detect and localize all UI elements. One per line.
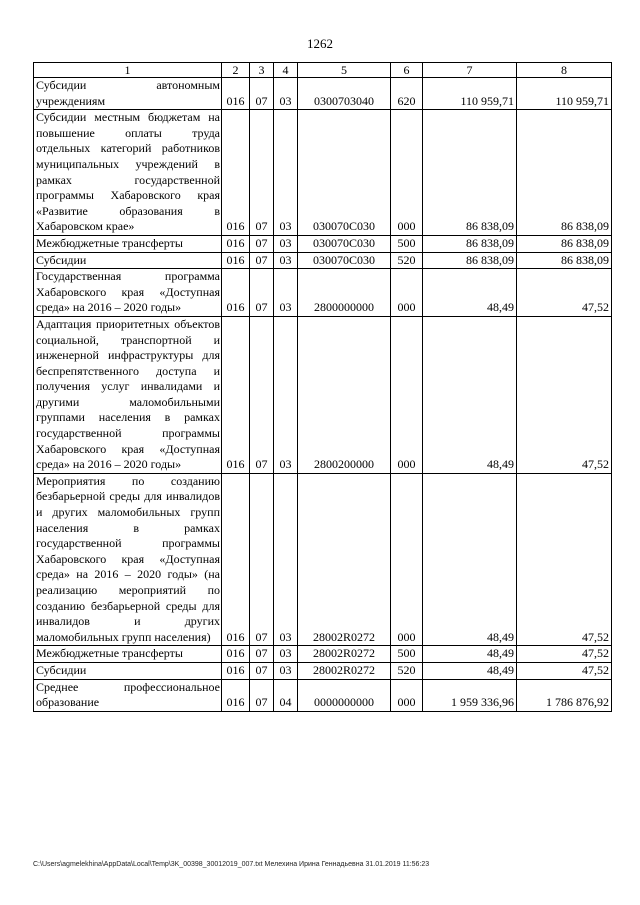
table-row	[34, 78, 612, 110]
subsection-code-cell: 03	[274, 473, 298, 646]
row-name-cell: Субсидии автономным учреждениям	[34, 78, 222, 110]
budget-table	[33, 62, 612, 712]
file-path-footer: C:\Users\agmelekhina\AppData\Local\Temp\3K_00398_30012019_007.txt Мелехина Ирина Геннадьевна 31.01.2019 11:56:23	[33, 861, 430, 868]
target-article-cell: 2800000000	[298, 269, 391, 317]
column-header: 7	[423, 63, 517, 78]
ministry-code-cell: 016	[222, 269, 250, 317]
target-article-cell: 030070С030	[298, 235, 391, 252]
expense-type-cell: 000	[391, 316, 423, 473]
section-code-cell: 07	[250, 679, 274, 711]
section-code-cell: 07	[250, 269, 274, 317]
section-code-cell: 07	[250, 473, 274, 646]
amount-col8-cell: 110 959,71	[517, 78, 612, 110]
row-name-cell: Адаптация приоритетных объектов социальной, транспортной и инженерной инфраструктуры для беспрепятственного доступа и получения услуг инвалидами и другими маломобильными группами населения в рамках государственной программы Хабаровского края «Доступная среда» на 2016 – 2020 годы»	[34, 316, 222, 473]
target-article-cell: 030070С030	[298, 110, 391, 236]
page-number: 1262	[307, 36, 333, 51]
ministry-code-cell: 016	[222, 252, 250, 269]
subsection-code-cell: 03	[274, 110, 298, 236]
column-header: 2	[222, 63, 250, 78]
column-header: 6	[391, 63, 423, 78]
ministry-code-cell: 016	[222, 78, 250, 110]
expense-type-cell: 500	[391, 235, 423, 252]
table-row	[34, 679, 612, 711]
table-row	[34, 252, 612, 269]
amount-col8-cell: 1 786 876,92	[517, 679, 612, 711]
table-header-row	[34, 63, 612, 78]
subsection-code-cell: 03	[274, 316, 298, 473]
target-article-cell: 28002R0272	[298, 473, 391, 646]
amount-col8-cell: 47,52	[517, 662, 612, 679]
amount-col7-cell: 48,49	[423, 662, 517, 679]
row-name-cell: Субсидии	[34, 252, 222, 269]
row-name-cell: Субсидии местным бюджетам на повышение оплаты труда отдельных категорий работников муниципальных учреждений в рамках государственной программы Хабаровского края «Развитие образования в Хабаровском крае»	[34, 110, 222, 236]
column-header: 4	[274, 63, 298, 78]
amount-col7-cell: 1 959 336,96	[423, 679, 517, 711]
ministry-code-cell: 016	[222, 679, 250, 711]
subsection-code-cell: 03	[274, 646, 298, 663]
amount-col7-cell: 48,49	[423, 269, 517, 317]
ministry-code-cell: 016	[222, 646, 250, 663]
column-header: 8	[517, 63, 612, 78]
ministry-code-cell: 016	[222, 110, 250, 236]
table-row	[34, 646, 612, 663]
column-header: 3	[250, 63, 274, 78]
subsection-code-cell: 03	[274, 235, 298, 252]
ministry-code-cell: 016	[222, 662, 250, 679]
target-article-cell: 28002R0272	[298, 646, 391, 663]
expense-type-cell: 500	[391, 646, 423, 663]
amount-col8-cell: 86 838,09	[517, 252, 612, 269]
amount-col7-cell: 48,49	[423, 316, 517, 473]
subsection-code-cell: 03	[274, 252, 298, 269]
amount-col7-cell: 86 838,09	[423, 235, 517, 252]
target-article-cell: 0000000000	[298, 679, 391, 711]
amount-col8-cell: 47,52	[517, 316, 612, 473]
ministry-code-cell: 016	[222, 473, 250, 646]
column-header: 1	[34, 63, 222, 78]
table-row	[34, 662, 612, 679]
subsection-code-cell: 03	[274, 269, 298, 317]
section-code-cell: 07	[250, 110, 274, 236]
section-code-cell: 07	[250, 78, 274, 110]
row-name-cell: Среднее профессиональное образование	[34, 679, 222, 711]
amount-col8-cell: 47,52	[517, 269, 612, 317]
amount-col8-cell: 86 838,09	[517, 235, 612, 252]
target-article-cell: 2800200000	[298, 316, 391, 473]
section-code-cell: 07	[250, 662, 274, 679]
expense-type-cell: 620	[391, 78, 423, 110]
row-name-cell: Государственная программа Хабаровского края «Доступная среда» на 2016 – 2020 годы»	[34, 269, 222, 317]
amount-col8-cell: 86 838,09	[517, 110, 612, 236]
section-code-cell: 07	[250, 646, 274, 663]
ministry-code-cell: 016	[222, 316, 250, 473]
row-name-cell: Субсидии	[34, 662, 222, 679]
expense-type-cell: 520	[391, 252, 423, 269]
section-code-cell: 07	[250, 252, 274, 269]
amount-col8-cell: 47,52	[517, 473, 612, 646]
column-header: 5	[298, 63, 391, 78]
amount-col7-cell: 48,49	[423, 646, 517, 663]
section-code-cell: 07	[250, 235, 274, 252]
ministry-code-cell: 016	[222, 235, 250, 252]
expense-type-cell: 000	[391, 110, 423, 236]
row-name-cell: Межбюджетные трансферты	[34, 235, 222, 252]
table-row	[34, 473, 612, 646]
expense-type-cell: 000	[391, 269, 423, 317]
expense-type-cell: 000	[391, 679, 423, 711]
amount-col7-cell: 110 959,71	[423, 78, 517, 110]
table-row	[34, 110, 612, 236]
subsection-code-cell: 03	[274, 78, 298, 110]
amount-col7-cell: 48,49	[423, 473, 517, 646]
target-article-cell: 28002R0272	[298, 662, 391, 679]
target-article-cell: 030070С030	[298, 252, 391, 269]
table-row	[34, 316, 612, 473]
amount-col7-cell: 86 838,09	[423, 252, 517, 269]
subsection-code-cell: 04	[274, 679, 298, 711]
section-code-cell: 07	[250, 316, 274, 473]
expense-type-cell: 520	[391, 662, 423, 679]
expense-type-cell: 000	[391, 473, 423, 646]
row-name-cell: Межбюджетные трансферты	[34, 646, 222, 663]
row-name-cell: Мероприятия по созданию безбарьерной среды для инвалидов и других маломобильных групп населения в рамках государственной программы Хабаровского края «Доступная среда» на 2016 – 2020 годы» (на реализацию мероприятий по созданию безбарьерной среды для инвалидов и других маломобильных групп населения)	[34, 473, 222, 646]
target-article-cell: 0300703040	[298, 78, 391, 110]
table-row	[34, 269, 612, 317]
amount-col7-cell: 86 838,09	[423, 110, 517, 236]
amount-col8-cell: 47,52	[517, 646, 612, 663]
subsection-code-cell: 03	[274, 662, 298, 679]
table-row	[34, 235, 612, 252]
